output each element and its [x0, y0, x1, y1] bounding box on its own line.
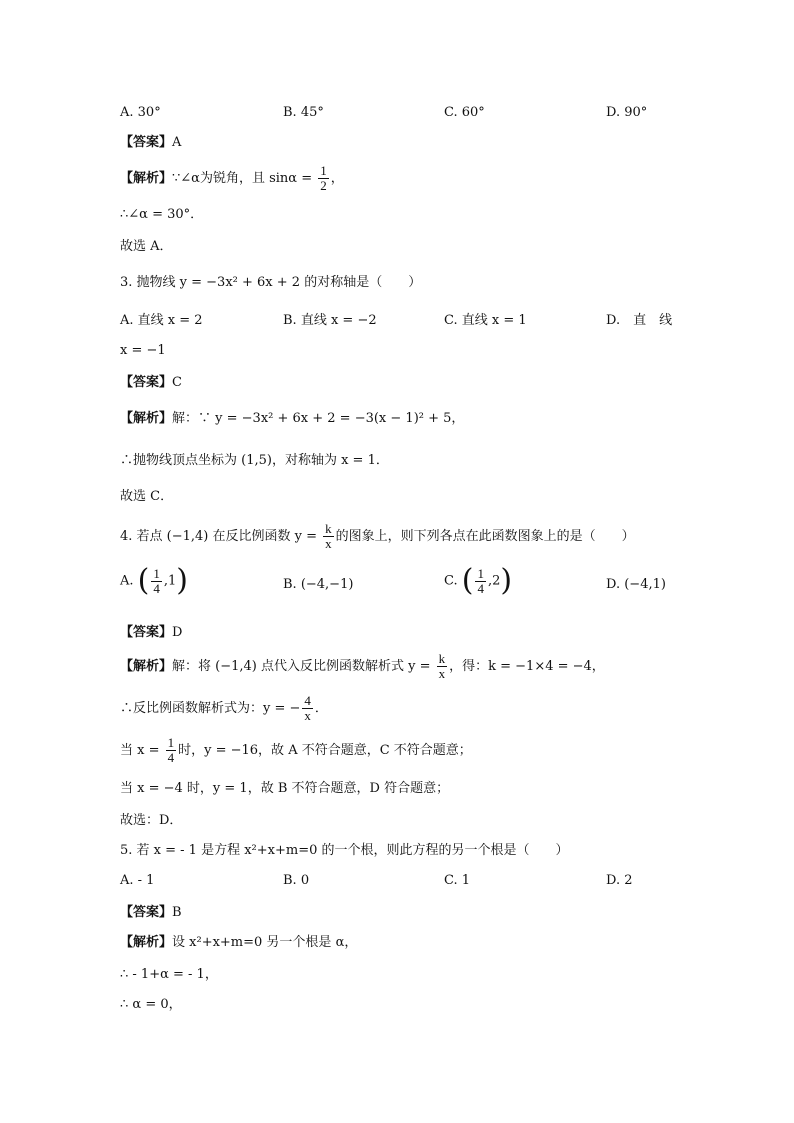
stem-text: 的图象上，则下列各点在此函数图象上的是（ ）: [335, 529, 635, 544]
q2-answer: [120, 134, 181, 152]
q5-analysis-line-2: ∴ - 1+α = - 1，: [120, 967, 218, 982]
q4-answer: [120, 624, 182, 642]
denominator: 2: [320, 178, 327, 193]
q3-option-d-wrap: x = −1: [120, 343, 166, 358]
q4-analysis-line-1: [120, 652, 605, 681]
q4-analysis-line-4: 当 x = −4 时，y = 1，故 B 不符合题意，D 符合题意；: [120, 781, 450, 796]
fraction: [151, 567, 162, 596]
answer-tag: 【答案】: [120, 135, 173, 150]
fraction: [302, 694, 313, 723]
answer-tag: 【答案】: [120, 375, 173, 390]
q3-analysis-line-2: ∴抛物线顶点坐标为 (1,5)，对称轴为 x = 1．: [120, 453, 389, 468]
option-rest: ,1: [163, 573, 177, 589]
q2-option-b: B. 45°: [283, 105, 324, 120]
right-paren: ): [500, 563, 513, 598]
fraction: [437, 652, 448, 681]
q2-conclusion: 故选 A．: [120, 239, 173, 254]
q5-answer: [120, 904, 182, 922]
fraction: [166, 736, 177, 765]
q5-option-c: C. 1: [444, 873, 471, 888]
analysis-tag: 【解析】: [120, 659, 173, 674]
q2-option-c: C. 60°: [444, 105, 485, 120]
analysis-text: 设 x²+x+m=0 另一个根是 α，: [172, 935, 358, 950]
analysis-text: ．: [314, 701, 328, 716]
q3-option-d: D. 直 线: [606, 313, 673, 328]
numerator: 1: [320, 163, 327, 178]
denominator: 4: [477, 580, 484, 596]
analysis-text: ∴反比例函数解析式为：y = −: [120, 701, 301, 716]
q5-option-a: A. - 1: [120, 873, 155, 888]
q3-stem: 3. 抛物线 y = −3x² + 6x + 2 的对称轴是（ ）: [120, 275, 422, 290]
q3-analysis-line-1: [120, 410, 464, 428]
option-rest: ,2: [487, 573, 501, 589]
analysis-tag: 【解析】: [120, 411, 173, 426]
q4-option-b: B. (−4,−1): [283, 577, 354, 592]
q4-analysis-line-3: [120, 736, 472, 765]
q2-option-a: A. 30°: [120, 105, 161, 120]
analysis-text: 当 x =: [120, 743, 164, 758]
q4-conclusion: 故选：D．: [120, 813, 183, 828]
analysis-tag: 【解析】: [120, 935, 173, 950]
q3-option-b: B. 直线 x = −2: [283, 313, 377, 328]
numerator: 1: [153, 565, 160, 581]
fraction: [318, 164, 329, 193]
analysis-text: ，得：k = −1×4 = −4，: [449, 659, 605, 674]
q2-option-d: D. 90°: [606, 105, 648, 120]
answer-value: D: [172, 625, 183, 640]
option-label: C.: [444, 573, 458, 589]
numerator: k: [438, 651, 446, 666]
q3-conclusion: 故选 C．: [120, 489, 174, 504]
option-label: A.: [120, 573, 134, 589]
q4-option-a: [120, 563, 189, 598]
q3-answer: [120, 374, 182, 392]
q4-stem: [120, 522, 635, 551]
stem-text: 4. 若点 (−1,4) 在反比例函数 y =: [120, 529, 322, 544]
fraction: [475, 567, 486, 596]
numerator: 1: [477, 565, 484, 581]
q5-stem: 5. 若 x = - 1 是方程 x²+x+m=0 的一个根，则此方程的另一个根是（ ）: [120, 843, 569, 858]
right-paren: ): [176, 563, 189, 598]
q5-analysis-line-3: ∴ α = 0，: [120, 997, 182, 1012]
left-paren: (: [137, 563, 150, 598]
q3-option-a: A. 直线 x = 2: [120, 313, 203, 328]
left-paren: (: [461, 563, 474, 598]
answer-value: B: [172, 905, 182, 920]
analysis-text: ，: [330, 171, 344, 186]
answer-tag: 【答案】: [120, 625, 173, 640]
numerator: 1: [167, 735, 175, 750]
q4-option-c: [444, 563, 513, 598]
answer-value: C: [172, 375, 182, 390]
analysis-text: 解：将 (−1,4) 点代入反比例函数解析式 y =: [172, 659, 435, 674]
denominator: 4: [167, 750, 175, 765]
numerator: k: [325, 521, 332, 536]
q5-option-d: D. 2: [606, 873, 633, 888]
fraction: [323, 522, 334, 551]
analysis-text: ∵∠α为锐角，且 sinα =: [172, 171, 317, 186]
q5-option-b: B. 0: [283, 873, 310, 888]
answer-value: A: [172, 135, 182, 150]
denominator: x: [304, 708, 311, 723]
q4-option-d: D. (−4,1): [606, 577, 666, 592]
answer-tag: 【答案】: [120, 905, 173, 920]
analysis-tag: 【解析】: [120, 171, 173, 186]
numerator: 4: [304, 693, 311, 708]
denominator: x: [325, 536, 332, 551]
denominator: x: [438, 666, 446, 681]
q3-option-c: C. 直线 x = 1: [444, 313, 527, 328]
q5-analysis-line-1: [120, 934, 357, 952]
q2-analysis-line-1: [120, 164, 344, 193]
denominator: 4: [153, 580, 160, 596]
analysis-text: 时，y = −16，故 A 不符合题意，C 不符合题意；: [178, 743, 472, 758]
q2-analysis-line-2: ∴∠α = 30°．: [120, 207, 204, 222]
q4-analysis-line-2: [120, 694, 328, 723]
analysis-text: 解：∵ y = −3x² + 6x + 2 = −3(x − 1)² + 5，: [172, 411, 465, 426]
